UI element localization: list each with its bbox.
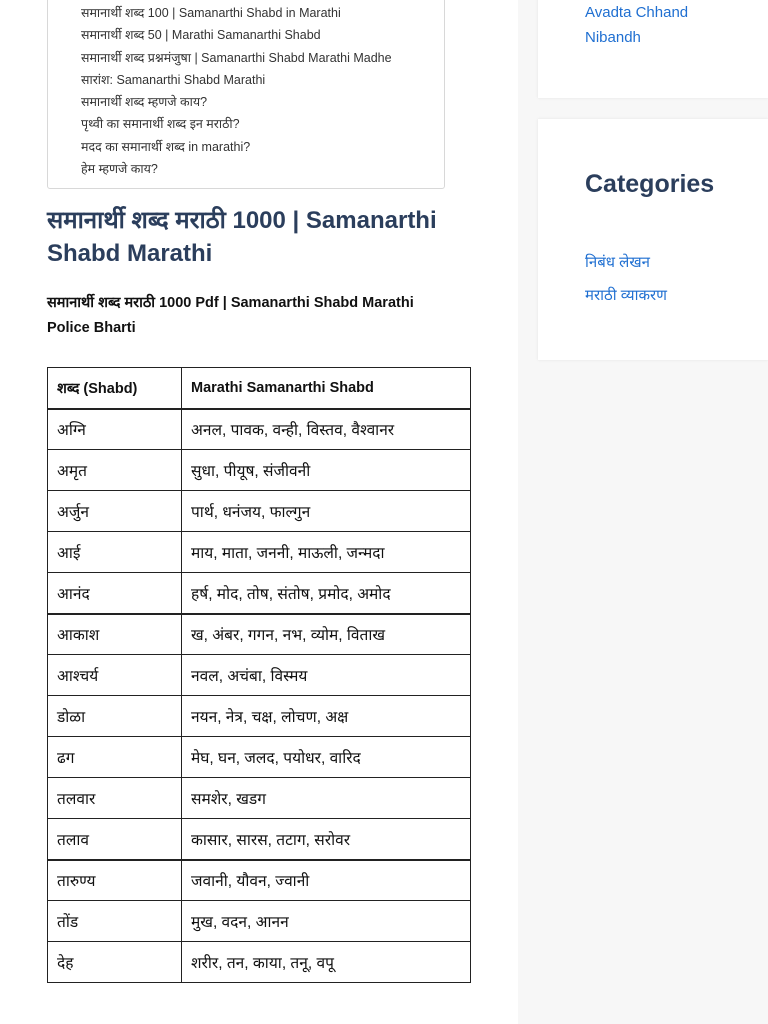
word-cell: आकाश xyxy=(48,614,182,655)
table-row xyxy=(48,450,471,491)
toc-item[interactable]: पृथ्वी का समानार्थी शब्द इन मराठी? xyxy=(81,117,240,132)
table-row xyxy=(48,532,471,573)
word-cell: अमृत xyxy=(48,450,182,491)
synonyms-cell: अनल, पावक, वन्ही, विस्तव, वैश्वानर xyxy=(182,409,471,450)
synonyms-cell: नवल, अचंबा, विस्मय xyxy=(182,655,471,696)
synonyms-cell: नयन, नेत्र, चक्ष, लोचण, अक्ष xyxy=(182,696,471,737)
table-row xyxy=(48,491,471,532)
toc-item[interactable]: समानार्थी शब्द 50 | Marathi Samanarthi Shabd xyxy=(81,28,321,43)
synonyms-cell: माय, माता, जननी, माऊली, जन्मदा xyxy=(182,532,471,573)
toc-item[interactable]: हेम म्हणजे काय? xyxy=(81,162,158,177)
table-row xyxy=(48,573,471,614)
table-row xyxy=(48,942,471,983)
sidebar-widget-categories xyxy=(538,119,768,360)
table-row xyxy=(48,860,471,901)
toc-item[interactable]: समानार्थी शब्द म्हणजे काय? xyxy=(81,95,208,110)
synonyms-cell: समशेर, खडग xyxy=(182,778,471,819)
table-row xyxy=(48,614,471,655)
word-cell: तलवार xyxy=(48,778,182,819)
toc-item[interactable]: मदद का समानार्थी शब्द in marathi? xyxy=(81,139,251,154)
sidebar-link-avadta-chhand-nibandh[interactable]: Avadta Chhand Nibandh xyxy=(585,4,689,46)
article-title: समानार्थी शब्द मराठी 1000 | Samanarthi Shabd Marathi xyxy=(47,207,437,267)
sidebar-widget-recent xyxy=(538,0,768,98)
synonyms-cell: शरीर, तन, काया, तनू, वपू xyxy=(182,942,471,983)
synonyms-cell: मुख, वदन, आनन xyxy=(182,901,471,942)
word-cell: डोळा xyxy=(48,696,182,737)
word-cell: आई xyxy=(48,532,182,573)
toc-item[interactable]: समानार्थी शब्द 100 | Samanarthi Shabd in Marathi xyxy=(81,6,341,20)
synonyms-cell: पार्थ, धनंजय, फाल्गुन xyxy=(182,491,471,532)
word-cell: आनंद xyxy=(48,573,182,614)
toc-item[interactable]: सारांश: Samanarthi Shabd Marathi xyxy=(81,72,266,87)
synonyms-cell: जवानी, यौवन, ज्वानी xyxy=(182,860,471,901)
category-link-marathi-vyakaran[interactable]: मराठी व्याकरण xyxy=(585,287,667,304)
category-link-nibandh-lekhan[interactable]: निबंध लेखन xyxy=(585,254,650,271)
word-cell: आश्चर्य xyxy=(48,655,182,696)
table-row xyxy=(48,737,471,778)
column-header-synonyms: Marathi Samanarthi Shabd xyxy=(182,368,471,409)
column-header-word: शब्द (Shabd) xyxy=(48,368,182,409)
table-header-row xyxy=(48,368,471,409)
synonyms-cell: ख, अंबर, गगन, नभ, व्योम, विताख xyxy=(182,614,471,655)
table-row xyxy=(48,696,471,737)
categories-heading: Categories xyxy=(585,170,715,198)
word-cell: तलाव xyxy=(48,819,182,860)
word-cell: तोंड xyxy=(48,901,182,942)
synonyms-cell: मेघ, घन, जलद, पयोधर, वारिद xyxy=(182,737,471,778)
article-subtitle: समानार्थी शब्द मराठी 1000 Pdf | Samanarthi Shabd Marathi Police Bharti xyxy=(47,295,414,336)
table-row xyxy=(48,778,471,819)
table-row xyxy=(48,901,471,942)
synonyms-cell: सुधा, पीयूष, संजीवनी xyxy=(182,450,471,491)
synonym-table xyxy=(47,367,471,983)
table-row xyxy=(48,409,471,450)
word-cell: देह xyxy=(48,942,182,983)
table-of-contents xyxy=(47,0,445,189)
table-row xyxy=(48,819,471,860)
toc-list xyxy=(81,2,392,180)
toc-item[interactable]: समानार्थी शब्द प्रश्नमंजुषा | Samanarthi Shabd Marathi Madhe xyxy=(81,50,392,65)
synonyms-cell: कासार, सारस, तटाग, सरोवर xyxy=(182,819,471,860)
table-row xyxy=(48,655,471,696)
word-cell: ढग xyxy=(48,737,182,778)
word-cell: तारुण्य xyxy=(48,860,182,901)
word-cell: अर्जुन xyxy=(48,491,182,532)
synonyms-cell: हर्ष, मोद, तोष, संतोष, प्रमोद, अमोद xyxy=(182,573,471,614)
word-cell: अग्नि xyxy=(48,409,182,450)
